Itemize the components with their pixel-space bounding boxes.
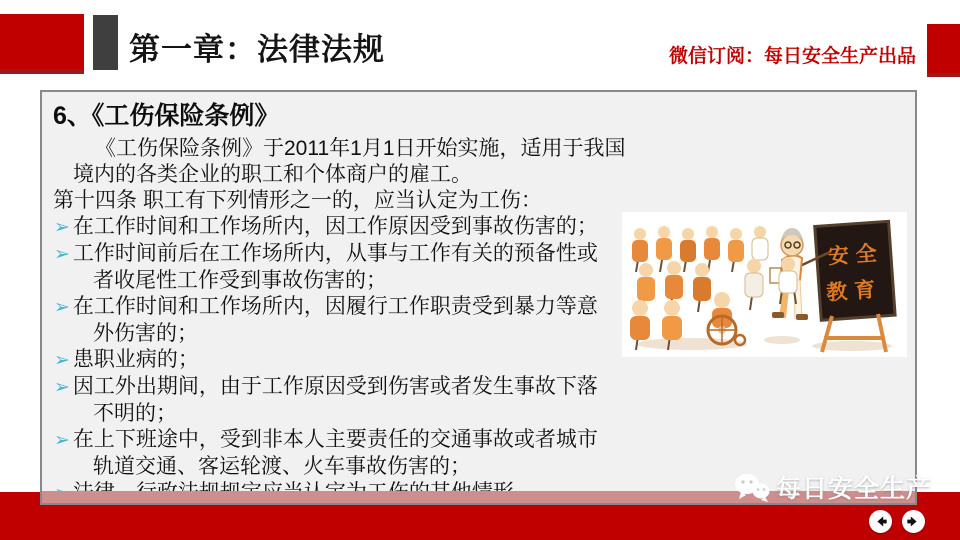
intro-paragraph: 《工伤保险条例》于2011年1月1日开始实施，适用于我国境内的各类企业的职工和个体商户的雇工。 (73, 137, 626, 186)
classroom-illustration (622, 212, 907, 357)
arrow-bullet-icon: ➢ (54, 244, 70, 265)
arrow-bullet-icon: ➢ (54, 297, 70, 318)
classroom-illustration-svg (622, 212, 907, 357)
blackboard (815, 221, 895, 320)
injury-case-item (47, 241, 603, 294)
injury-case-item (47, 347, 603, 374)
wechat-icon (734, 472, 770, 502)
header-right-red-square (927, 24, 960, 73)
injury-case-item (47, 374, 603, 427)
injury-case-item (47, 214, 603, 241)
injury-case-text: 在工作时间和工作场所内，因工作原因受到事故伤害的； (72, 215, 598, 238)
arrow-left-icon (872, 513, 889, 530)
section-heading: 6、《工伤保险条例》 (53, 102, 280, 130)
arrow-bullet-icon: ➢ (54, 430, 70, 451)
arrow-right-icon (905, 513, 922, 530)
injury-case-text: 在上下班途中，受到非本人主要责任的交通事故或者城市轨道交通、客运轮渡、火车事故伤害的； (72, 428, 598, 478)
injury-case-text: 因工外出期间，由于工作原因受到伤害或者发生事故下落不明的； (72, 375, 598, 425)
header-gray-square (93, 15, 118, 70)
injury-case-item (47, 427, 603, 480)
arrow-bullet-icon: ➢ (54, 350, 70, 371)
arrow-bullet-icon: ➢ (54, 217, 70, 238)
injury-case-item (47, 294, 603, 347)
content-text-column (47, 94, 626, 507)
brand-logo (734, 470, 932, 504)
article-14-line: 第十四条 职工有下列情形之一的，应当认定为工伤： (53, 189, 542, 212)
content-card (40, 90, 917, 505)
worker-audience (630, 226, 797, 350)
brand-name: 每日安全生产 (775, 475, 932, 503)
prev-slide-button[interactable] (869, 510, 892, 533)
header-right-red-square-shadow (927, 73, 960, 77)
header-red-block-shadow (0, 69, 84, 74)
injury-case-text: 工作时间前后在工作场所内，从事与工作有关的预备性或者收尾性工作受到事故伤害的； (72, 242, 598, 292)
wheelchair-figure (708, 292, 745, 345)
injury-cases-list (47, 214, 603, 507)
arrow-bullet-icon: ➢ (54, 377, 70, 398)
wechat-subscription-label: 微信订阅：每日安全生产出品 (668, 46, 916, 67)
chapter-title: 第一章：法律法规 (129, 32, 385, 67)
injury-case-text: 患职业病的； (72, 348, 199, 371)
next-slide-button[interactable] (902, 510, 925, 533)
board-text-line2: 教育 (825, 277, 884, 305)
header-red-block (0, 14, 84, 69)
board-text-line1: 安全 (827, 241, 885, 269)
injury-case-text: 在工作时间和工作场所内，因履行工作职责受到暴力等意外伤害的； (72, 295, 598, 345)
